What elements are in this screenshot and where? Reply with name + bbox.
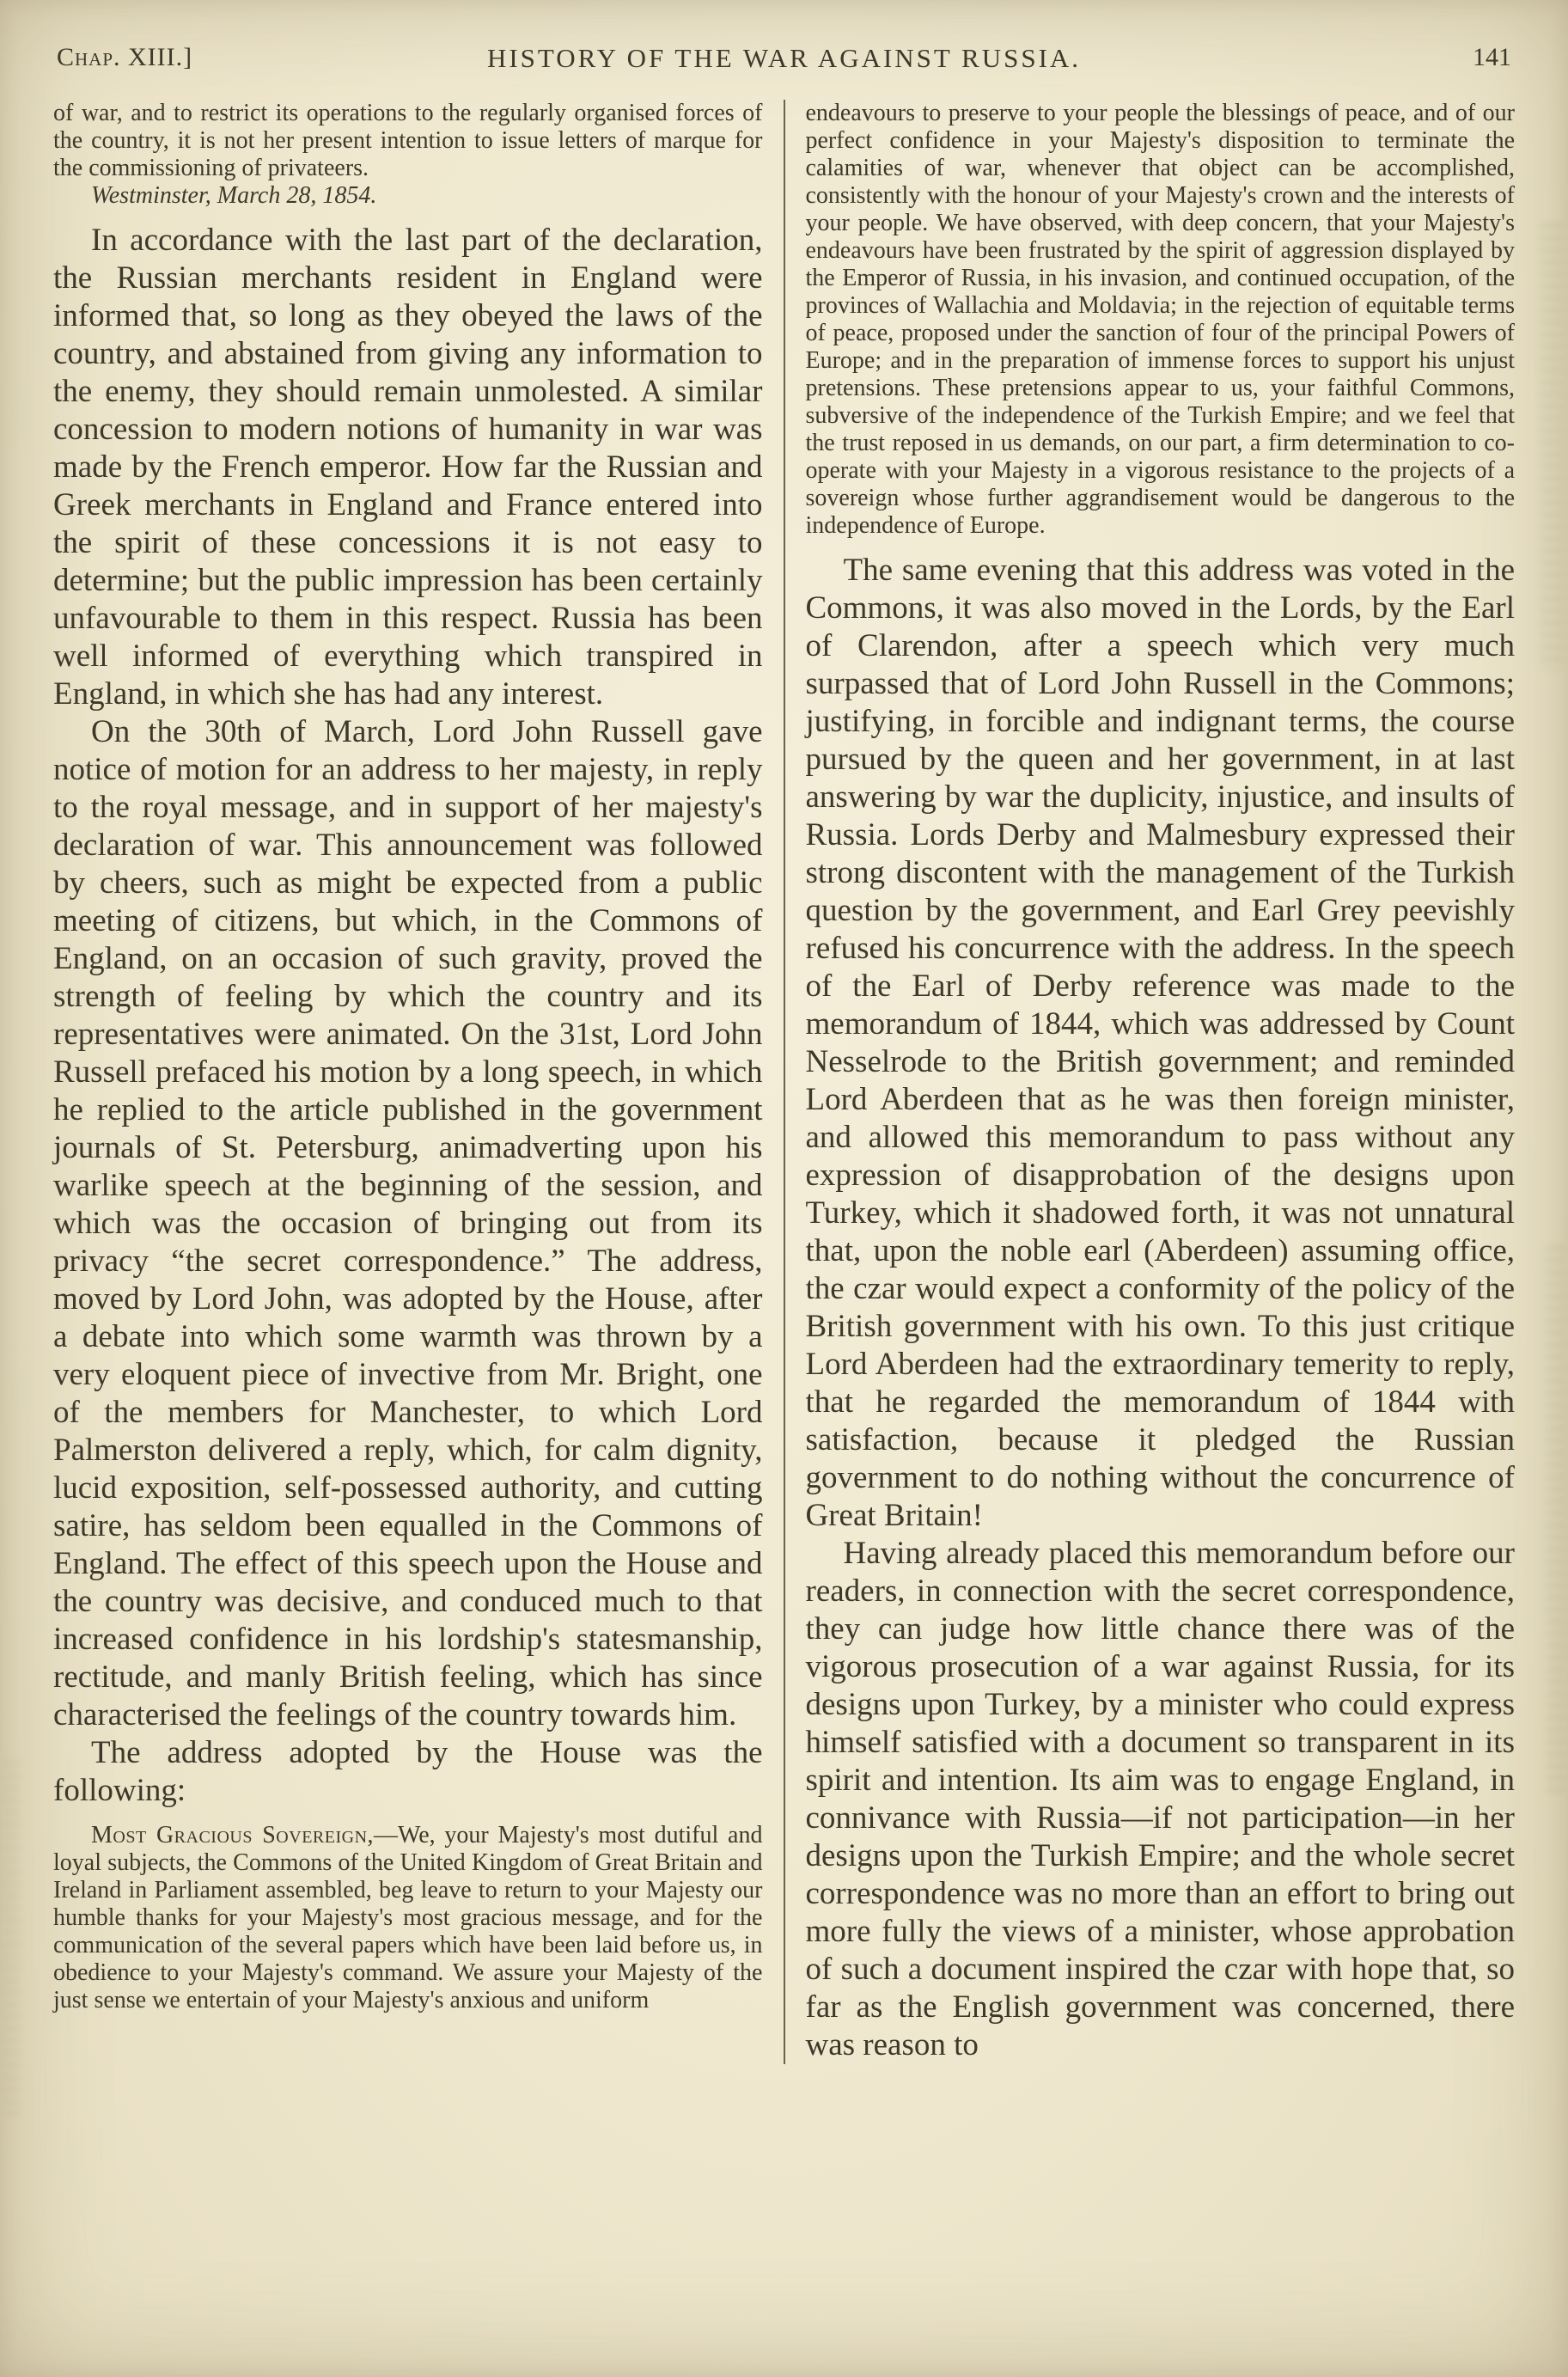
paragraph-address-continuation: endeavours to preserve to your people the blessings of peace, and of our perfect confidence in your Majesty's disposition to terminate the calamities of war, whenever that object can be accomplished, consistently with the honour of your Majesty's crown and the interests of your people. We have observed, with deep concern, that your Majesty's endeavours have been frustrated by the spirit of aggression displayed by the Emperor of Russia, in his invasion, and continued occupation, of the provinces of Wallachia and Moldavia; in the rejection of equitable terms of peace, proposed under the sanction of four of the principal Powers of Europe; and in the preparation of immense forces to support his unjust pretensions. These pretensions appear to us, your faithful Commons, subversive of the independence of the Turkish Empire; and we feel that the trust reposed in us demands, on our part, a firm determination to co-operate with your Majesty in a vigorous resistance to the projects of a sovereign whose further aggrandisement would be dangerous to the independence of Europe. <box>805 100 1515 539</box>
paragraph: The address adopted by the House was the following: <box>53 1735 763 1808</box>
left-column <box>53 100 784 2064</box>
running-head <box>53 43 1515 81</box>
paragraph: On the 30th of March, Lord John Russell gave notice of motion for an address to her majesty, in reply to the royal message, and in support of her majesty's declaration of war. This announcement was followed by cheers, such as might be expected from a public meeting of citizens, but which, in the Commons of England, on an occasion of such gravity, proved the strength of feeling by which the country and its representatives were animated. On the 31st, Lord John Russell prefaced his motion by a long speech, in which he replied to the article published in the government journals of St. Petersburg, animadverting upon his warlike speech at the beginning of the session, and which was the occasion of bringing out from its privacy “the secret correspondence.” The address, moved by Lord John, was adopted by the House, after a debate into which some warmth was thrown by a very eloquent piece of invective from Mr. Bright, one of the members for Manchester, to which Lord Palmerston delivered a reply, which, for calm dignity, lucid exposition, self-possessed authority, and cutting satire, has seldom been equalled in the Commons of England. The effect of this speech upon the House and the country was decisive, and conduced much to that increased confidence in his lordship's statesmanship, rectitude, and manly British feeling, which has since characterised the feelings of the country towards him. <box>53 714 763 1732</box>
paragraph: Having already placed this memorandum before our readers, in connection with the secret correspondence, they can judge how little chance there was of the vigorous prosecution of a war against Russia, for its designs upon Turkey, by a minister who could express himself satisfied with a document so transparent in its spirit and intention. Its aim was to engage England, in connivance with Russia—if not participation—in her designs upon the Turkish Empire; and the whole secret correspondence was no more than an effort to bring out more fully the views of a minister, whose approbation of such a document inspired the czar with hope that, so far as the English government was concerned, there was reason to <box>805 1536 1515 2062</box>
page-bleedthrough-mark <box>1541 223 1563 670</box>
dateline: Westminster, March 28, 1854. <box>91 182 377 209</box>
column-divider-rule <box>784 100 785 2064</box>
paragraph-declaration-continuation: of war, and to restrict its operations to the regularly organised forces of the country, it is not her present intention to issue letters of marque for the commissioning of privateers. <box>53 100 763 181</box>
chapter-label: Chap. XIII.] <box>57 43 193 71</box>
paragraph: In accordance with the last part of the declaration, the Russian merchants resident in England were informed that, so long as they obeyed the laws of the country, and abstained from giving any information to the enemy, they should remain unmolested. A similar concession to modern notions of humanity in war was made by the French emperor. How far the Russian and Greek merchants in England and France entered into the spirit of these concessions it is not easy to determine; but the public impression has been certainly unfavourable to them in this respect. Russia has been well informed of everything which transpired in England, in which she has had any interest. <box>53 223 763 712</box>
address-salutation: Most Gracious Sovereign, <box>91 1822 375 1848</box>
paragraph-address-opening <box>53 1822 763 2014</box>
page-bleedthrough-mark <box>3 1762 21 2123</box>
page-number: 141 <box>1473 43 1511 71</box>
text-columns <box>53 100 1515 2064</box>
page-title: HISTORY OF THE WAR AGAINST RUSSIA. <box>486 43 1082 73</box>
right-column <box>785 100 1516 2064</box>
page-bleedthrough-mark <box>1546 1246 1565 1796</box>
paragraph: The same evening that this address was voted in the Commons, it was also moved in the Lords, by the Earl of Clarendon, after a speech which very much surpassed that of Lord John Russell in the Commons; justifying, in forcible and indignant terms, the course pursued by the queen and her government, in at last answering by war the duplicity, injustice, and insults of Russia. Lords Derby and Malmesbury expressed their strong discontent with the management of the Turkish question by the government, and Earl Grey peevishly refused his concurrence with the address. In the speech of the Earl of Derby reference was made to the memorandum of 1844, which was addressed by Count Nesselrode to the British government; and reminded Lord Aberdeen that as he was then foreign minister, and allowed this memorandum to pass without any expression of disapprobation of the designs upon Turkey, which it shadowed forth, it was not unnatural that, upon the noble earl (Aberdeen) assuming office, the czar would expect a conformity of the policy of the British government with his own. To this just critique Lord Aberdeen had the extraordinary temerity to reply, that he regarded the memorandum of 1844 with satisfaction, because it pledged the Russian government to do nothing without the concurrence of Great Britain! <box>805 553 1515 1533</box>
address-body: —We, your Majesty's most dutiful and loyal subjects, the Commons of the United Kingdom of Great Britain and Ireland in Parliament assembled, beg leave to return to your Majesty our humble thanks for your Majesty's most gracious message, and for the communication of the several papers which have been laid before us, in obedience to your Majesty's command. We assure your Majesty of the just sense we entertain of your Majesty's anxious and uniform <box>53 1822 763 2013</box>
